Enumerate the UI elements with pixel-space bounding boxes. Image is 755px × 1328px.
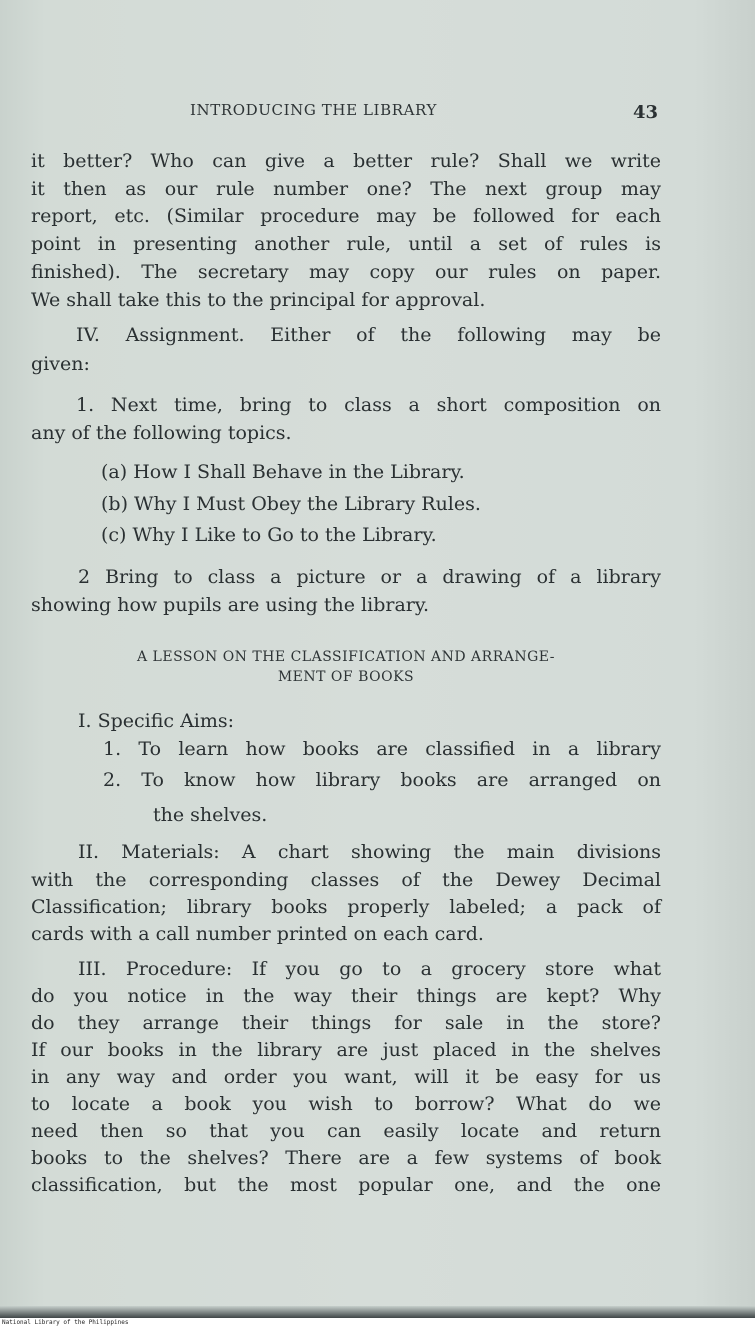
body-line: to locate a book you wish to borrow? What do we bbox=[31, 1093, 661, 1115]
list-item: (a) How I Shall Behave in the Library. bbox=[101, 461, 465, 483]
footer-credit: National Library of the Philippines bbox=[2, 1319, 129, 1326]
list-item: (c) Why I Like to Go to the Library. bbox=[101, 524, 437, 546]
page-header bbox=[0, 99, 755, 129]
body-line: I. Specific Aims: bbox=[78, 710, 235, 732]
list-item: 1. To learn how books are classified in a library bbox=[103, 738, 661, 760]
body-line: classification, but the most popular one, and the one bbox=[31, 1174, 661, 1196]
body-line: do you notice in the way their things are kept? Why bbox=[31, 985, 661, 1007]
section-heading-line: A LESSON ON THE CLASSIFICATION AND ARRANGE- bbox=[137, 649, 555, 665]
body-line: We shall take this to the principal for approval. bbox=[31, 289, 486, 311]
list-item: (b) Why I Must Obey the Library Rules. bbox=[101, 493, 481, 515]
body-line: given: bbox=[31, 353, 90, 375]
body-line: III. Procedure: If you go to a grocery store what bbox=[78, 958, 661, 980]
body-line: 1. Next time, bring to class a short composition on bbox=[76, 394, 661, 416]
body-line: Classification; library books properly labeled; a pack of bbox=[31, 896, 661, 918]
body-line: finished). The secretary may copy our rules on paper. bbox=[31, 261, 661, 283]
body-line: report, etc. (Similar procedure may be followed for each bbox=[31, 205, 661, 227]
body-line: in any way and order you want, will it be easy for us bbox=[31, 1066, 661, 1088]
body-line: showing how pupils are using the library. bbox=[31, 594, 430, 616]
body-line: IV. Assignment. Either of the following may be bbox=[76, 324, 661, 346]
page-edge-shadow bbox=[0, 1306, 755, 1318]
list-item: 2. To know how library books are arranged on bbox=[103, 769, 661, 791]
body-line: need then so that you can easily locate and return bbox=[31, 1120, 661, 1142]
body-line: do they arrange their things for sale in the store? bbox=[31, 1012, 661, 1034]
body-line: it better? Who can give a better rule? Shall we write bbox=[31, 150, 661, 172]
section-heading-line: MENT OF BOOKS bbox=[277, 669, 415, 685]
body-line: books to the shelves? There are a few systems of book bbox=[31, 1147, 661, 1169]
body-line: with the corresponding classes of the Dewey Decimal bbox=[31, 869, 661, 891]
body-line: If our books in the library are just placed in the shelves bbox=[31, 1039, 661, 1061]
body-line: any of the following topics. bbox=[31, 422, 292, 444]
body-line: point in presenting another rule, until a set of rules is bbox=[31, 233, 661, 255]
body-line: cards with a call number printed on each card. bbox=[31, 923, 484, 945]
body-line: II. Materials: A chart showing the main divisions bbox=[78, 841, 661, 863]
running-head: INTRODUCING THE LIBRARY bbox=[190, 101, 437, 119]
page-number: 43 bbox=[633, 102, 659, 123]
body-line: it then as our rule number one? The next group may bbox=[31, 178, 661, 200]
list-item: the shelves. bbox=[153, 804, 268, 826]
body-line: 2 Bring to class a picture or a drawing of a library bbox=[78, 566, 661, 588]
